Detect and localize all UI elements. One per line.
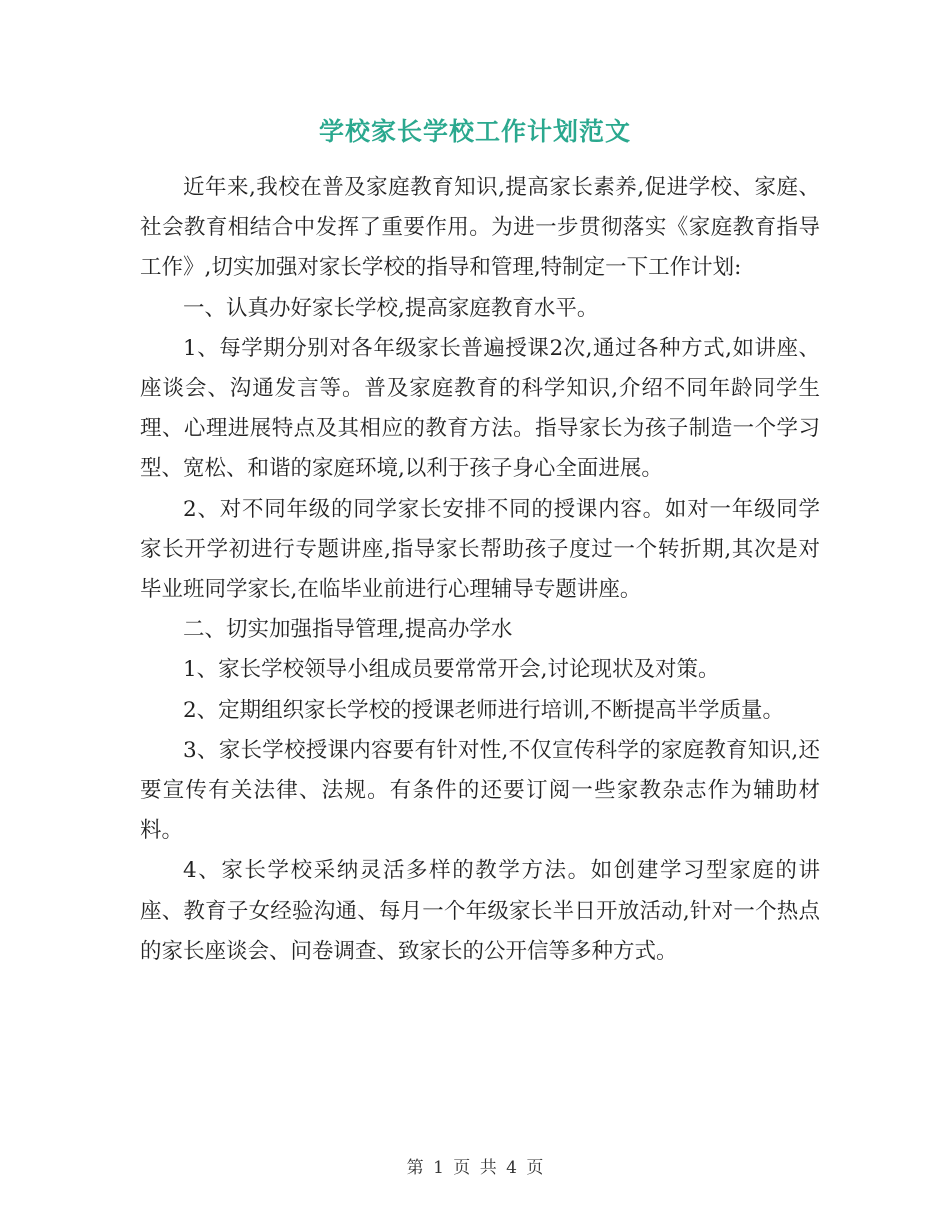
section-heading-1: 一、认真办好家长学校,提高家庭教育水平。 (183, 295, 599, 321)
page-footer: 第 1 页 共 4 页 (406, 1158, 544, 1178)
paragraph-item: 2、定期组织家长学校的授课老师进行培训,不断提高半学质量。 (183, 697, 785, 723)
paragraph-intro: 近年来,我校在普及家庭教育知识,提高家长素养,促进学校、家庭、社会教育相结合中发挥了重要作用。为进一步贯彻落实《家庭教育指导工作》,切实加强对家长学校的指导和管理,特制定一下工作计划: (140, 175, 820, 281)
paragraph-item: 3、家长学校授课内容要有针对性,不仅宣传科学的家庭教育知识,还要宣传有关法律、法规。有条件的还要订阅一些家教杂志作为辅助材料。 (140, 737, 820, 844)
paragraph-item: 2、对不同年级的同学家长安排不同的授课内容。如对一年级同学家长开学初进行专题讲座,指导家长帮助孩子度过一个转折期,其次是对毕业班同学家长,在临毕业前进行心理辅导专题讲座。 (140, 496, 820, 603)
document-title: 学校家长学校工作计划范文 (318, 117, 631, 146)
paragraph-item: 1、每学期分别对各年级家长普遍授课2次,通过各种方式,如讲座、座谈会、沟通发言等。普及家庭教育的科学知识,介绍不同年龄同学生理、心理进展特点及其相应的教育方法。指导家长为孩子制造一个学习型、宽松、和谐的家庭环境,以利于孩子身心全面进展。 (140, 335, 820, 482)
section-heading-2: 二、切实加强指导管理,提高办学水 (183, 617, 513, 643)
document-body (140, 168, 820, 972)
paragraph-item: 4、家长学校采纳灵活多样的教学方法。如创建学习型家庭的讲座、教育子女经验沟通、每月一个年级家长半日开放活动,针对一个热点的家长座谈会、问卷调查、致家长的公开信等多种方式。 (140, 858, 820, 964)
paragraph-item: 1、家长学校领导小组成员要常常开会,讨论现状及对策。 (183, 657, 720, 683)
